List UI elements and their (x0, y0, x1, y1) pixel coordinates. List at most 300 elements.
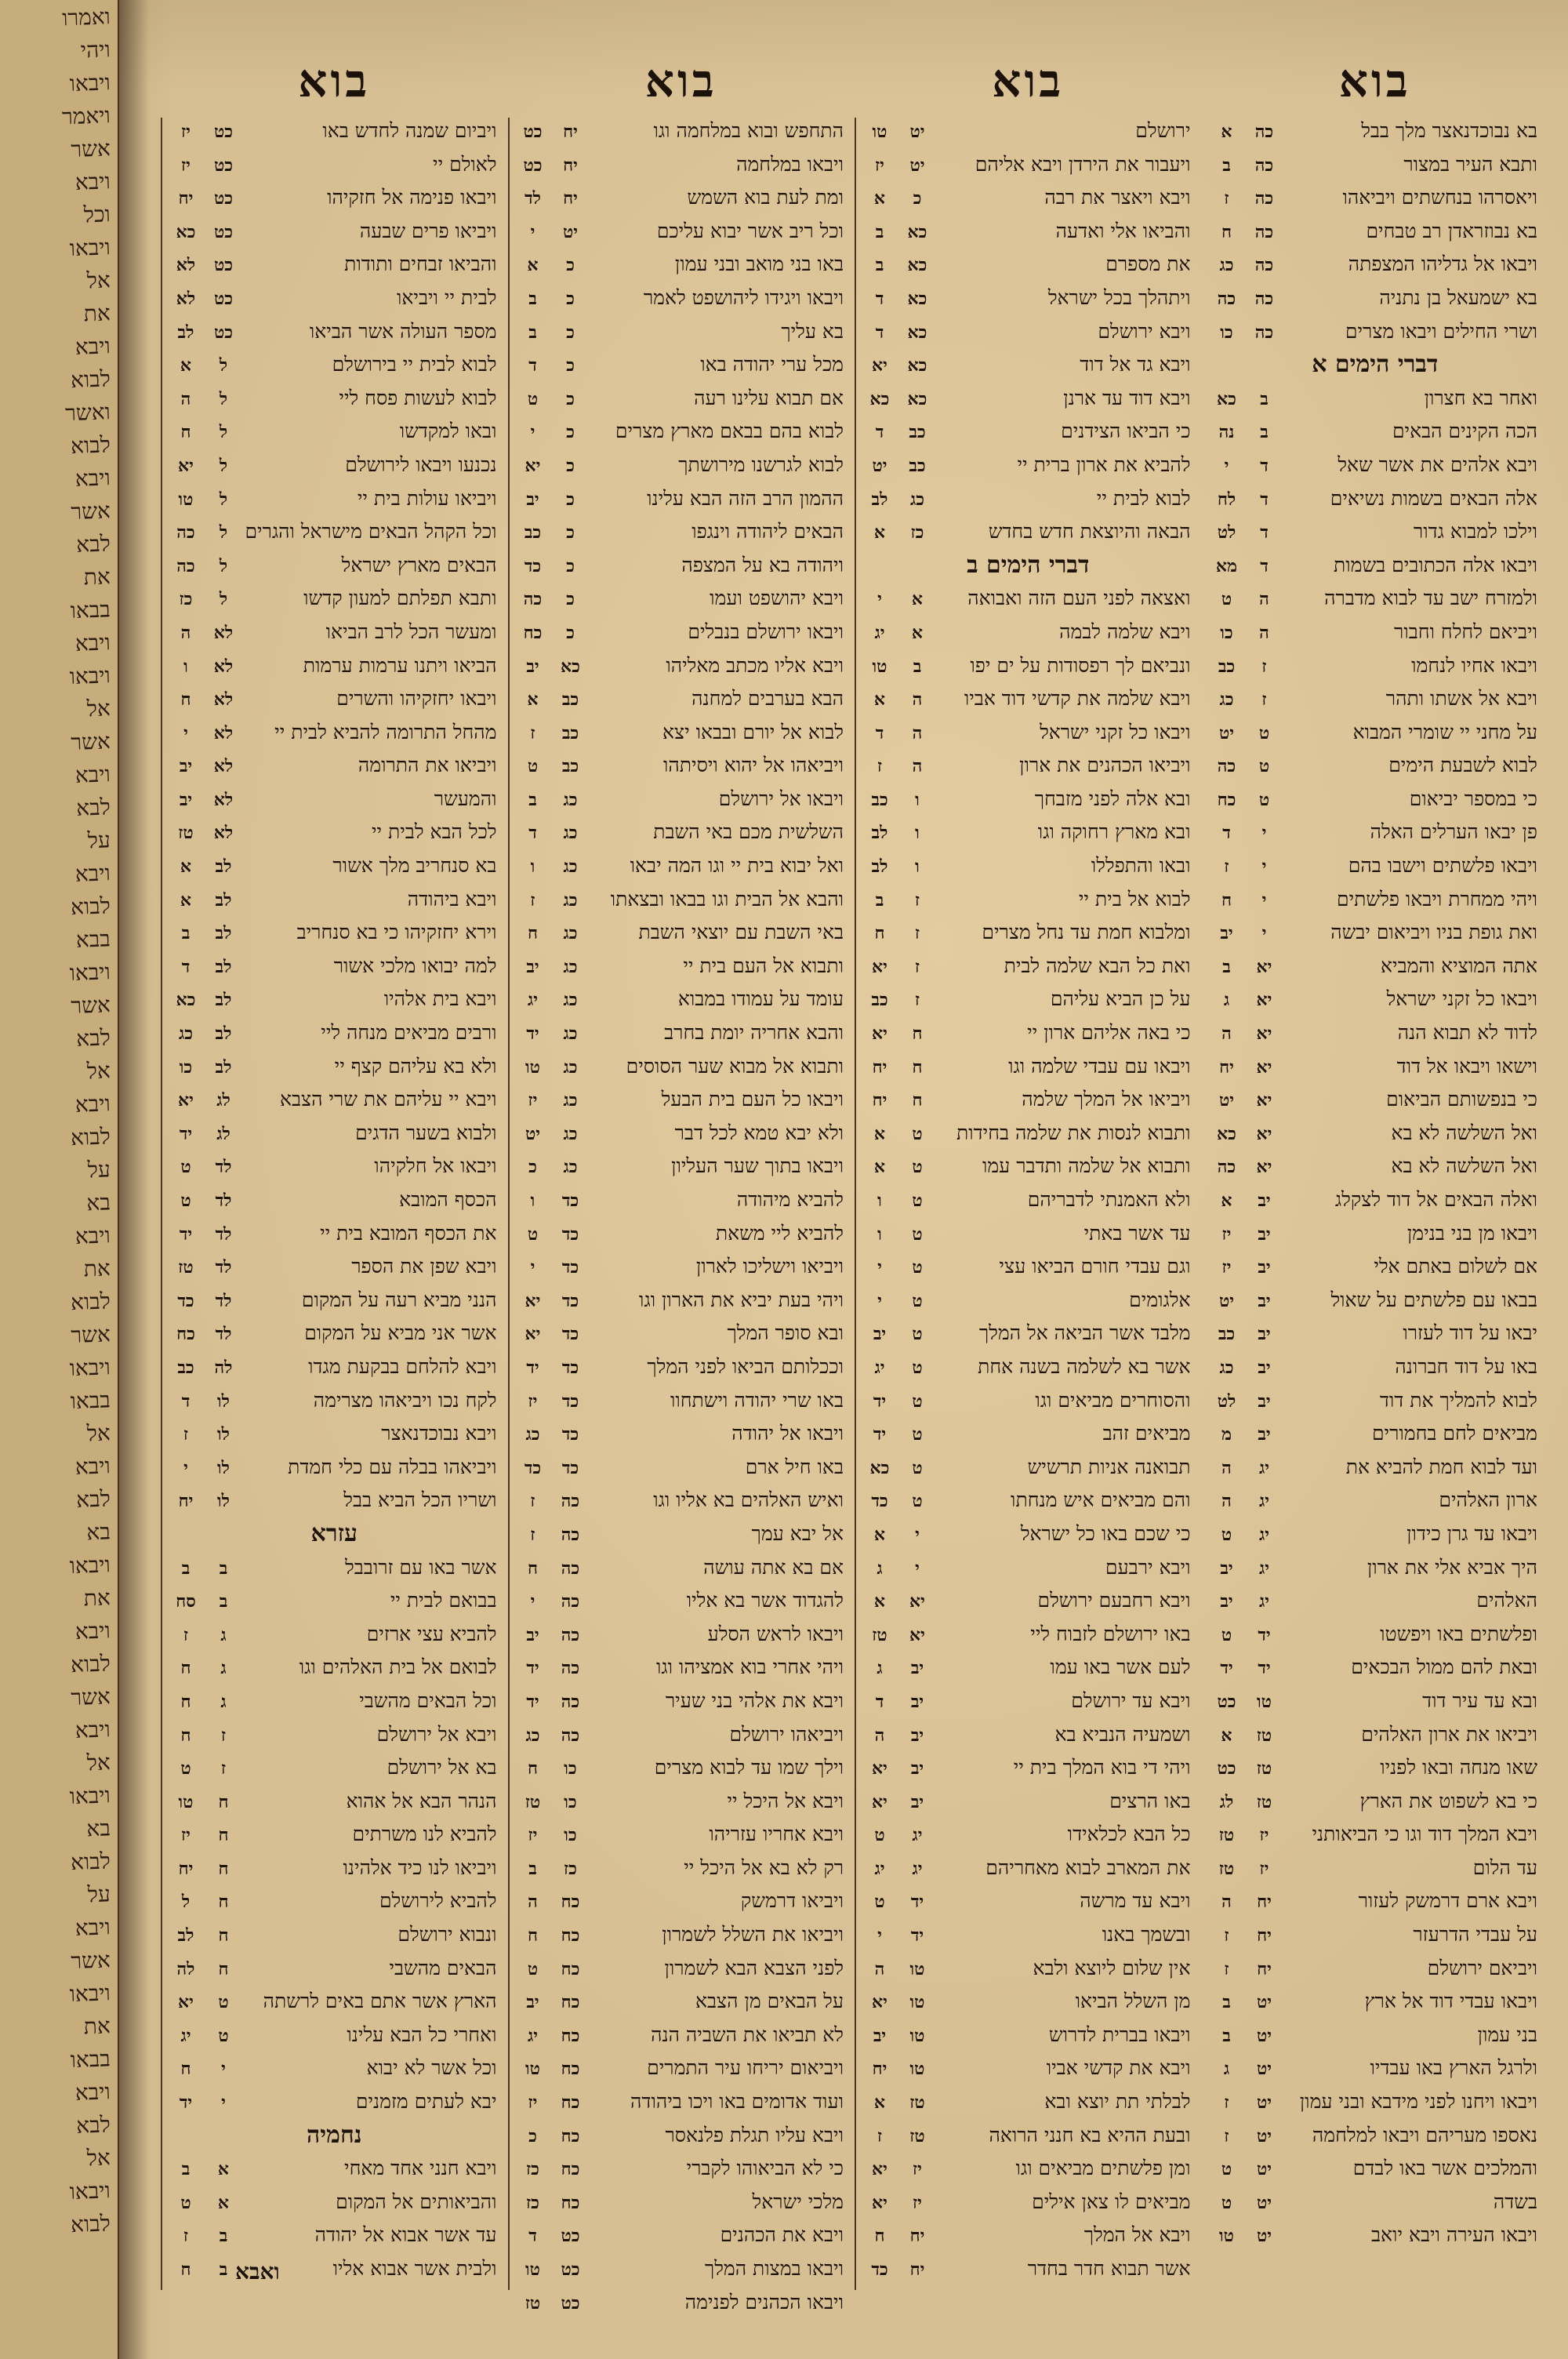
chapter-number: יד (910, 1892, 924, 1913)
verse-reference (519, 1652, 590, 1685)
chapter-number: כד (561, 1257, 579, 1278)
verse-fragment: כל הבא לכלאידו (1067, 1823, 1191, 1846)
verse-number: טו (525, 1056, 540, 1078)
column-header: בוא (298, 54, 371, 107)
chapter-number: כג (563, 789, 578, 810)
book-heading (172, 1518, 497, 1551)
concordance-entry (172, 1150, 497, 1183)
verse-number: ז (530, 1524, 535, 1545)
verse-number: כו (179, 1056, 193, 1078)
chapter-number: טו (909, 1992, 925, 2013)
verse-number: יג (527, 990, 539, 1011)
concordance-entry (172, 1417, 497, 1451)
concordance-entry (1213, 1183, 1538, 1217)
chapter-number: כט (213, 288, 234, 309)
verse-number: ל (181, 1892, 191, 1913)
verse-reference (866, 1885, 936, 1919)
chapter-number: ב (1260, 422, 1269, 443)
verse-reference (1213, 1452, 1283, 1485)
verse-number: כא (869, 388, 890, 409)
chapter-number: יא (1256, 990, 1272, 1011)
verse-number: ב (1222, 1992, 1231, 2013)
verse-number: יב (1220, 923, 1233, 944)
verse-reference (866, 1452, 936, 1485)
verse-number: ט (1221, 589, 1232, 610)
verse-number: יד (179, 2092, 193, 2114)
chapter-number: יז (913, 2192, 922, 2213)
facing-page-line: ויבא (74, 333, 111, 360)
catchword: ואבא (235, 2259, 280, 2284)
concordance-entry (1213, 315, 1538, 349)
concordance-entry (866, 1384, 1191, 1418)
verse-number: כו (1220, 322, 1233, 343)
verse-reference (519, 750, 590, 783)
verse-number: יג (874, 622, 885, 643)
verse-number: לד (524, 188, 541, 209)
verse-fragment: ואל השלשה לא בא (1391, 1154, 1537, 1178)
chapter-number: כד (561, 1324, 579, 1345)
verse-fragment: באו הרצים (1109, 1789, 1191, 1812)
verse-reference (172, 516, 242, 550)
verse-reference (1213, 416, 1283, 449)
verse-reference (1213, 1318, 1283, 1351)
chapter-number: כ (913, 188, 922, 209)
verse-reference (172, 2153, 242, 2186)
verse-number: י (877, 1925, 882, 1946)
chapter-number: א (911, 589, 924, 610)
verse-fragment: ויבאו לראש הסלע (707, 1622, 844, 1645)
chapter-number: כ (566, 355, 575, 376)
verse-reference (866, 1652, 936, 1685)
concordance-entry (1213, 1150, 1538, 1183)
verse-number: י (877, 589, 882, 610)
concordance-entry (172, 1785, 497, 1819)
facing-page-line: ויהי (80, 36, 111, 64)
verse-number: כד (524, 1457, 542, 1478)
concordance-entry (172, 1183, 497, 1217)
verse-reference (519, 650, 590, 684)
concordance-entry (866, 248, 1191, 282)
verse-number: יג (527, 2025, 539, 2046)
verse-number: ו (183, 656, 188, 677)
verse-fragment: ושרי החילים ויבאו מצרים (1345, 319, 1537, 343)
chapter-number: כט (213, 322, 234, 343)
chapter-number: כג (563, 956, 578, 977)
chapter-number: כו (564, 1791, 577, 1812)
verse-fragment: נאספו מעריהם ויבאו למלחמה (1312, 2123, 1537, 2146)
verse-fragment: ויבאו אל חלקיהו (374, 1154, 497, 1178)
verse-fragment: ואת כל הבא שלמה לבית (1004, 954, 1191, 977)
verse-reference (519, 1919, 590, 1953)
verse-fragment: ויבא אל היכל יי (727, 1789, 844, 1812)
facing-page-line: בבא (75, 925, 111, 953)
facing-page-line: בבאו (70, 596, 111, 624)
verse-fragment: מלבד אשר הביאה אל המלך (978, 1321, 1191, 1345)
chapter-number: לד (215, 1157, 232, 1178)
verse-fragment: ויבא ירושלם (1098, 319, 1191, 343)
facing-page-line: ויבאו (69, 1354, 111, 1382)
concordance-entry (172, 181, 497, 215)
verse-reference (866, 951, 936, 984)
concordance-entry (866, 1350, 1191, 1384)
chapter-number: יב (1258, 1424, 1271, 1445)
verse-fragment: ויאסרהו בנחשתים ויביאהו (1342, 186, 1537, 209)
verse-reference (172, 816, 242, 850)
verse-number: ח (1221, 889, 1232, 911)
verse-number: טז (1218, 1858, 1235, 1879)
verse-fragment: ויבאו עם עבדי שלמה וגו (1008, 1054, 1191, 1078)
chapter-number: לא (213, 789, 234, 810)
chapter-number: ד (1260, 455, 1269, 476)
concordance-entry (866, 716, 1191, 750)
chapter-number: ט (912, 1223, 923, 1245)
verse-number: טז (178, 823, 194, 844)
chapter-number: לב (215, 1023, 232, 1045)
facing-page-line: בא (85, 1518, 111, 1546)
verse-number: יב (526, 489, 539, 510)
verse-fragment: ויבאו אחיו לנחמו (1411, 653, 1537, 677)
chapter-number: יב (910, 1791, 924, 1812)
verse-reference (172, 316, 242, 350)
verse-number: יט (524, 1123, 541, 1144)
chapter-number: יג (1258, 1524, 1270, 1545)
verse-reference (866, 1351, 936, 1385)
concordance-entry (519, 549, 844, 583)
verse-number: טו (872, 122, 887, 142)
verse-reference (1213, 750, 1283, 783)
concordance-entry (866, 916, 1191, 950)
verse-number: טו (1219, 2226, 1234, 2247)
chapter-number: ל (219, 522, 228, 543)
verse-reference (866, 2153, 936, 2186)
verse-number: כט (523, 122, 543, 142)
verse-reference (866, 2253, 936, 2287)
verse-number: כא (1217, 388, 1236, 409)
verse-number: ה (1221, 1457, 1232, 1478)
chapter-number: יא (1256, 1123, 1272, 1144)
verse-reference (1213, 1819, 1283, 1852)
verse-reference (866, 1752, 936, 1786)
chapter-number: ט (912, 1257, 923, 1278)
verse-reference (172, 1218, 242, 1252)
verse-number: כב (871, 789, 888, 810)
verse-reference (866, 1218, 936, 1252)
verse-fragment: ובאת להם ממול הבכאים (1351, 1656, 1537, 1679)
concordance-entry (1213, 649, 1538, 683)
facing-page-line: אשר (70, 1683, 111, 1711)
verse-fragment: ויבאו פנימה אל חזקיהו (327, 186, 497, 209)
verse-reference (1213, 1652, 1283, 1685)
verse-fragment: ושמעיה הנביא בא (1054, 1722, 1191, 1746)
verse-reference (1213, 1953, 1283, 1986)
chapter-number: י (1261, 856, 1267, 878)
verse-number: כז (179, 589, 193, 610)
concordance-entry (519, 616, 844, 649)
concordance-entry (1213, 2052, 1538, 2085)
concordance-entry (519, 415, 844, 449)
verse-fragment: ובא מארץ רחוקה וגו (1037, 820, 1191, 844)
chapter-number: יט (1256, 2025, 1272, 2046)
verse-fragment: ויבא אל ירושלם (376, 1722, 497, 1746)
verse-reference (172, 449, 242, 483)
chapter-number: כ (566, 622, 575, 643)
verse-number: כט (1217, 1691, 1236, 1712)
verse-reference (1213, 1418, 1283, 1452)
verse-reference (172, 1017, 242, 1051)
concordance-entry (519, 1618, 844, 1652)
chapter-number: ט (912, 1123, 923, 1144)
chapter-number: כד (561, 1457, 579, 1478)
verse-reference (519, 1285, 590, 1318)
chapter-number: ט (912, 1357, 923, 1378)
chapter-number: כה (1254, 188, 1274, 209)
chapter-number: ל (219, 555, 228, 576)
chapter-number: יט (1256, 2059, 1272, 2080)
concordance-entry (519, 1685, 844, 1718)
verse-number: כה (176, 555, 195, 576)
verse-reference (519, 1418, 590, 1452)
verse-reference (1213, 182, 1283, 216)
verse-fragment: כי הביאו הצידנים (1061, 420, 1191, 443)
concordance-entry (172, 816, 497, 849)
verse-fragment: באו על דוד חברונה (1395, 1354, 1537, 1378)
facing-page-line: לבא (75, 1485, 111, 1513)
verse-number: כה (1217, 1157, 1236, 1178)
facing-page-line: אשר (70, 497, 111, 525)
chapter-number: יט (1256, 2125, 1272, 2146)
verse-number: כב (177, 1357, 194, 1378)
verse-number: ט (527, 1223, 539, 1245)
chapter-number: כט (213, 154, 234, 176)
verse-fragment: הבאים מארץ ישראל (341, 553, 497, 576)
verse-reference (866, 783, 936, 817)
verse-number: ט (874, 1825, 885, 1846)
verse-number: א (180, 856, 192, 878)
verse-number: יא (872, 1023, 887, 1045)
verse-number: יח (872, 2059, 887, 2080)
entry-list (1213, 114, 1538, 2252)
concordance-entry (1213, 1651, 1538, 1685)
verse-number: ח (180, 1691, 191, 1712)
concordance-entry (519, 1785, 844, 1819)
verse-number: ז (183, 1624, 189, 1645)
verse-number: ט (180, 1190, 191, 1211)
concordance-entry (1213, 114, 1538, 148)
verse-fragment: וישאו ויבאו אל דוד (1396, 1054, 1537, 1078)
verse-reference (1213, 1285, 1283, 1318)
chapter-number: כג (563, 990, 578, 1011)
verse-number: כד (524, 555, 542, 576)
verse-fragment: ויבאו ויחנו לפני מידבא ובני עמון (1299, 2090, 1537, 2114)
verse-fragment: יבא לעתים מזמנים (355, 2090, 497, 2114)
verse-reference (519, 2086, 590, 2120)
verse-number: ט (527, 756, 539, 777)
verse-number: יא (872, 2192, 887, 2213)
chapter-number: כה (561, 1591, 580, 1612)
concordance-entry (172, 248, 497, 282)
chapter-number: ב (913, 656, 922, 677)
verse-number: י (530, 221, 535, 242)
chapter-number: כח (561, 1892, 580, 1913)
verse-number: ה (180, 388, 191, 409)
chapter-number: כג (563, 856, 578, 878)
chapter-number: יב (1258, 1357, 1271, 1378)
verse-number: ג (1223, 2059, 1230, 2080)
verse-reference (866, 1953, 936, 1986)
verse-reference (866, 884, 936, 918)
chapter-number: כד (561, 1190, 579, 1211)
verse-reference (866, 249, 936, 282)
verse-number: כז (526, 2159, 539, 2180)
chapter-number: כא (907, 255, 927, 276)
verse-fragment: ויביאו פרים שבעה (359, 219, 497, 242)
verse-fragment: ויבאו כל זקני ישראל (1386, 987, 1537, 1011)
facing-page-line: ויבא (74, 761, 111, 788)
verse-reference (519, 1485, 590, 1518)
verse-reference (519, 1585, 590, 1619)
concordance-entry (172, 315, 497, 349)
verse-number: כה (176, 522, 195, 543)
verse-fragment: ויבאו בברית לדרוש (1048, 2023, 1191, 2046)
verse-number: א (873, 1157, 886, 1178)
verse-fragment: ומעשר הכל לרב הביאו (325, 620, 497, 643)
verse-fragment: הנהר הבא אל אהוא (346, 1789, 497, 1812)
verse-reference (866, 1418, 936, 1452)
verse-reference (866, 683, 936, 717)
verse-fragment: להביא לירושלם (379, 1889, 497, 1913)
verse-fragment: מביאים לחם בחמורים (1371, 1422, 1537, 1445)
verse-fragment: ויביאו הכהנים את ארון (1019, 754, 1191, 777)
verse-fragment: ויבא אל אשתו ותהר (1385, 687, 1537, 711)
concordance-entry (519, 1518, 844, 1551)
concordance-entry (172, 1217, 497, 1251)
verse-reference (172, 249, 242, 282)
chapter-number: כה (1254, 221, 1274, 242)
chapter-number: כג (909, 489, 924, 510)
concordance-entry (172, 649, 497, 683)
verse-number: ח (527, 1758, 539, 1779)
verse-reference (866, 1518, 936, 1552)
facing-page-line: ויבא (74, 1452, 111, 1480)
verse-fragment: ויבא חנני אחד מאחי (344, 2157, 497, 2180)
verse-fragment: ועד לבוא חמת להביא את (1345, 1455, 1537, 1478)
concordance-entry (866, 181, 1191, 215)
verse-fragment: לקח נכו ויביאהו מצרימה (313, 1388, 497, 1412)
concordance-entry (172, 983, 497, 1016)
verse-fragment: לבוא לעשות פסח ליי (339, 386, 497, 409)
verse-number: ט (527, 1958, 539, 1979)
verse-fragment: ואחרי כל הבא עלינו (347, 2023, 497, 2046)
concordance-entry (519, 716, 844, 750)
chapter-number: יח (563, 122, 578, 142)
verse-fragment: ויביאו את ארון האלהים (1361, 1722, 1537, 1746)
verse-fragment: ובאו למקדשו (399, 420, 497, 443)
verse-number: ח (180, 1658, 191, 1679)
concordance-entry (1213, 582, 1538, 616)
verse-fragment: ויבאו ירושלם בנבלים (688, 620, 844, 643)
verse-number: יח (1219, 1056, 1234, 1078)
concordance-entry (866, 1250, 1191, 1284)
verse-reference (519, 1685, 590, 1719)
concordance-entry (172, 1818, 497, 1852)
verse-reference (172, 1652, 242, 1685)
verse-reference (1213, 1852, 1283, 1886)
concordance-entry (172, 515, 497, 549)
verse-number: ב (181, 1558, 191, 1579)
verse-fragment: ויבאו במצות המלך (704, 2257, 844, 2280)
verse-number: כג (178, 1023, 193, 1045)
verse-fragment: כי לא הביאוהו לקברי (686, 2157, 844, 2180)
verse-number: ו (877, 1190, 882, 1211)
chapter-number: לד (215, 1290, 232, 1311)
verse-reference (1213, 917, 1283, 951)
verse-fragment: וירא יחזקיהו כי בא סנחריב (296, 921, 497, 944)
verse-reference (1213, 1619, 1283, 1652)
verse-number: יב (526, 956, 539, 977)
verse-fragment: אשר אני מביא על המקום (304, 1321, 497, 1345)
chapter-number: לא (213, 756, 234, 777)
verse-reference (172, 650, 242, 684)
concordance-entry (519, 2186, 844, 2219)
chapter-number: כ (566, 555, 575, 576)
verse-reference (172, 1084, 242, 1118)
verse-number: כח (523, 622, 543, 643)
verse-reference (866, 1051, 936, 1085)
concordance-entry (1213, 783, 1538, 816)
verse-fragment: ויביאו דרמשק (740, 1889, 844, 1913)
verse-fragment: ויבא להלחם בבקעת מגדו (308, 1354, 497, 1378)
concordance-entry (1213, 181, 1538, 215)
concordance-entry (866, 1050, 1191, 1084)
verse-number: ג (1223, 990, 1230, 1011)
verse-fragment: בא עליך (781, 319, 844, 343)
verse-fragment: עד אשר באתי (1083, 1221, 1191, 1245)
concordance-entry (172, 2052, 497, 2085)
concordance-entry (1213, 1718, 1538, 1752)
concordance-entry (866, 1685, 1191, 1718)
concordance-entry (1213, 2085, 1538, 2119)
verse-fragment: ולא האמנתי לדבריהם (1027, 1188, 1191, 1211)
concordance-entry (866, 1183, 1191, 1217)
chapter-number: ז (220, 1758, 227, 1779)
verse-fragment: להגדוד אשר בא אליו (686, 1589, 844, 1612)
verse-fragment: לבלתי תת יוצא ובא (1044, 2090, 1191, 2114)
concordance-entry (866, 616, 1191, 649)
chapter-number: יז (1259, 1825, 1269, 1846)
chapter-number: כט (213, 255, 234, 276)
verse-number: ד (875, 722, 884, 743)
concordance-entry (1213, 1417, 1538, 1451)
verse-reference (172, 1150, 242, 1184)
verse-fragment: אין שלום ליוצא ולבא (1033, 1956, 1191, 1979)
verse-number: א (873, 188, 886, 209)
chapter-number: טז (909, 2125, 925, 2146)
verse-reference (519, 2019, 590, 2053)
concordance-entry (1213, 1016, 1538, 1050)
facing-page-line: לבוא (70, 1650, 111, 1678)
verse-number: יב (179, 789, 193, 810)
concordance-entry (1213, 382, 1538, 416)
chapter-number: ג (220, 1624, 227, 1645)
verse-fragment: והסוחרים מביאים וגו (1035, 1388, 1191, 1412)
facing-page-line: ויבאו (69, 1782, 111, 1810)
verse-number: ה (874, 1958, 885, 1979)
chapter-number: כח (561, 2025, 580, 2046)
concordance-entry (1213, 1083, 1538, 1117)
verse-number: טז (872, 1624, 887, 1645)
verse-number: ז (530, 722, 535, 743)
verse-reference (1213, 2120, 1283, 2154)
